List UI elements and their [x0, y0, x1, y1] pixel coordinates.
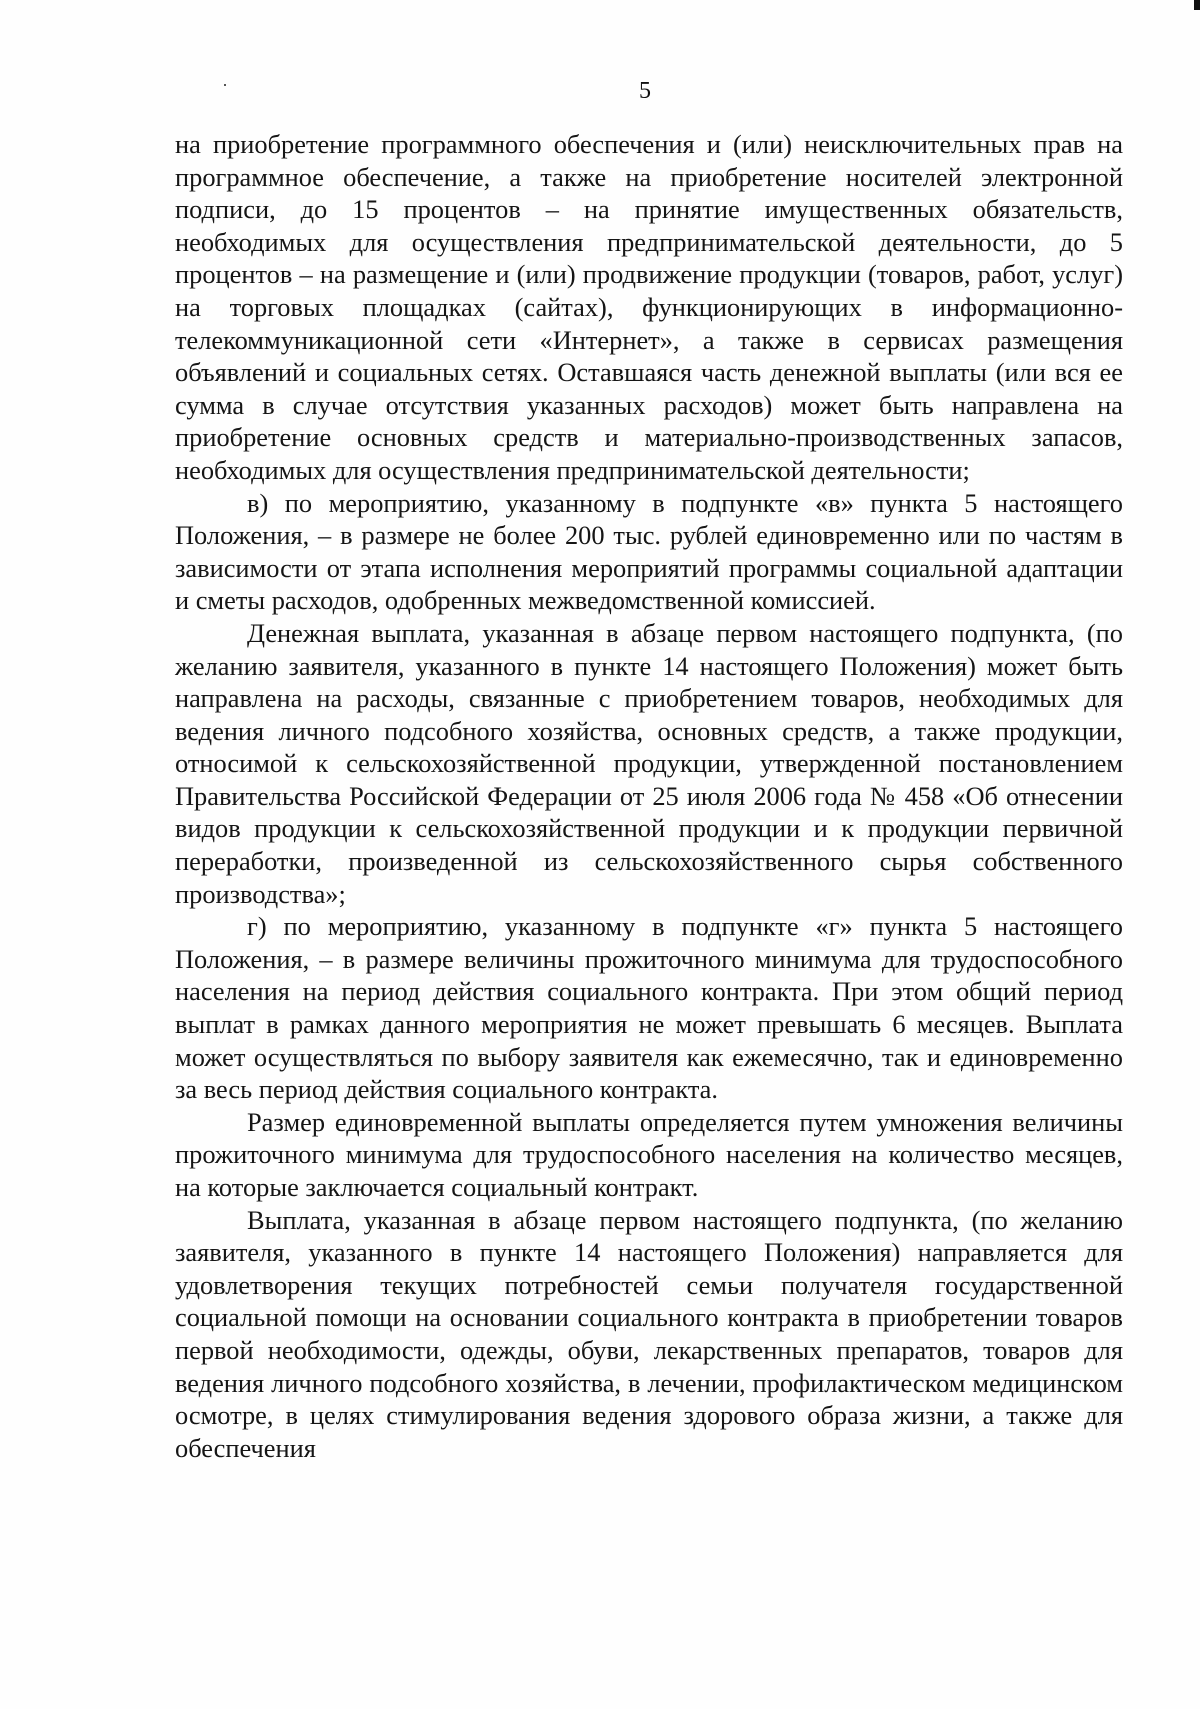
- scan-edge-mark: [1194, 0, 1200, 10]
- paragraph-payment-use-agriculture: Денежная выплата, указанная в абзаце первом настоящего подпункта, (по желанию заявителя, указанного в пункте 14 настоящего Положения) может быть направлена на расходы, связанные с приобретением товаров, необходимых для ведения личного подсобного хозяйства, основных средств, а также продукции, относимой к сельскохозяйственной продукции, утвержденной постановлением Правительства Российской Федерации от 25 июля 2006 года № 458 «Об отнесении видов продукции к сельскохозяйственной продукции и к продукции первичной переработки, произведенной из сельскохозяйственного сырья собственного производства»;: [175, 617, 1123, 909]
- paragraph-lump-sum-size: Размер единовременной выплаты определяется путем умножения величины прожиточного минимума для трудоспособного населения на количество месяцев, на которые заключается социальный контракт.: [175, 1106, 1123, 1202]
- paragraph-payment-household-needs: Выплата, указанная в абзаце первом настоящего подпункта, (по желанию заявителя, указанного в пункте 14 настоящего Положения) направляется для удовлетворения текущих потребностей семьи получателя государственной социальной помощи на основании социального контракта в приобретении товаров первой необходимости, одежды, обуви, лекарственных препаратов, товаров для ведения личного подсобного хозяйства, в лечении, профилактическом медицинском осмотре, в целях стимулирования ведения здорового образа жизни, а также для обеспечения: [175, 1204, 1123, 1463]
- document-body: [175, 128, 1123, 1464]
- paragraph-continuation: на приобретение программного обеспечения и (или) неисключительных прав на программное обеспечение, а также на приобретение носителей электронной подписи, до 15 процентов – на принятие имущественных обязательств, необходимых для осуществления предпринимательской деятельности, до 5 процентов – на размещение и (или) продвижение продукции (товаров, работ, услуг) на торговых площадках (сайтах), функционирующих в информационно-телекоммуникационной сети «Интернет», а также в сервисах размещения объявлений и социальных сетях. Оставшаяся часть денежной выплаты (или вся ее сумма в случае отсутствия указанных расходов) может быть направлена на приобретение основных средств и материально-производственных запасов, необходимых для осуществления предпринимательской деятельности;: [175, 129, 1123, 485]
- page-number: 5: [639, 78, 651, 104]
- paragraph-subitem-v: в) по мероприятию, указанному в подпункте «в» пункта 5 настоящего Положения, – в размере не более 200 тыс. рублей единовременно или по частям в зависимости от этапа исполнения мероприятий программы социальной адаптации и сметы расходов, одобренных межведомственной комиссией.: [175, 487, 1123, 616]
- paragraph-subitem-g: г) по мероприятию, указанному в подпункте «г» пункта 5 настоящего Положения, – в размере величины прожиточного минимума для трудоспособного населения на период действия социального контракта. При этом общий период выплат в рамках данного мероприятия не может превышать 6 месяцев. Выплата может осуществляться по выбору заявителя как ежемесячно, так и единовременно за весь период действия социального контракта.: [175, 911, 1123, 1105]
